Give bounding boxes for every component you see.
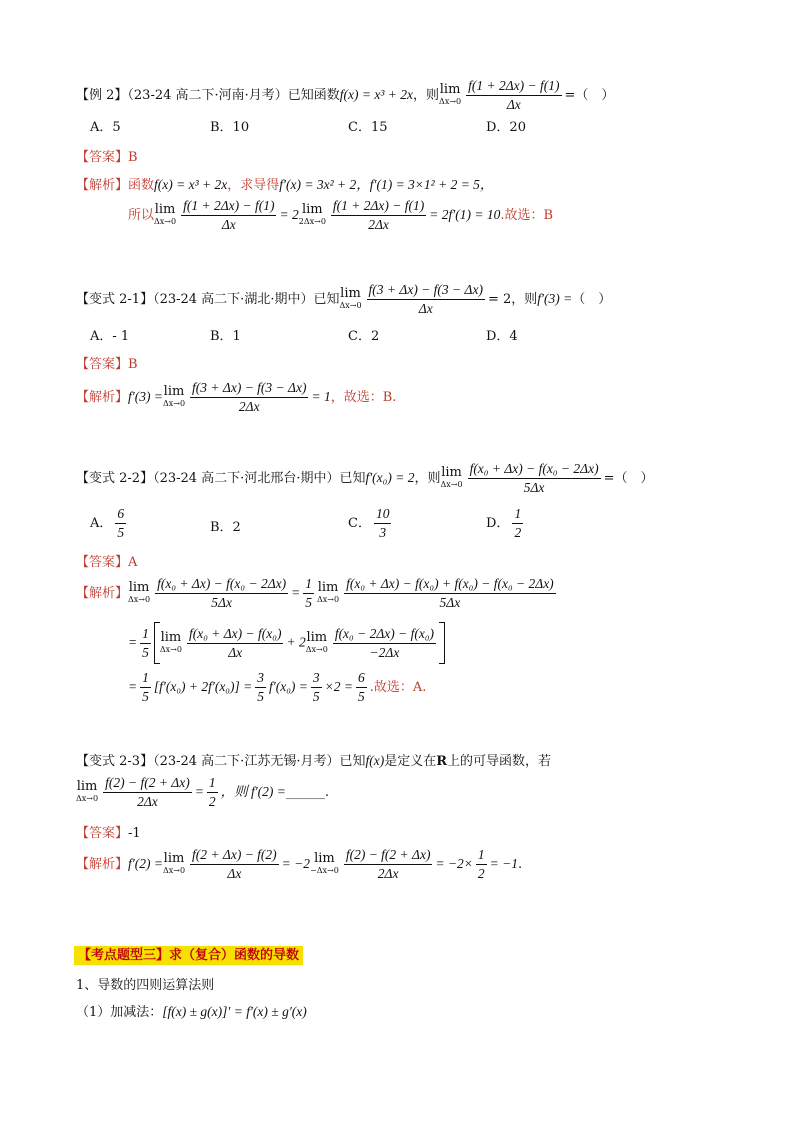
lim-subscript: Δx→0	[159, 644, 182, 654]
coefficient-fraction	[303, 576, 314, 611]
option-fraction	[115, 506, 126, 541]
option-fraction	[374, 506, 392, 541]
fraction-numerator: 6	[115, 506, 126, 524]
lim-subscript: Δx→0	[305, 644, 328, 654]
analysis-expression: = −2	[281, 856, 311, 871]
fraction-numerator: f(2) − f(2 + Δx)	[344, 847, 433, 865]
example-2-analysis-line2	[128, 198, 553, 233]
limit-operator	[310, 853, 339, 876]
option-label: A．	[90, 516, 113, 531]
variant-2-2-answer	[76, 551, 137, 570]
half-fraction	[476, 847, 487, 882]
lim-text: lim	[314, 851, 335, 866]
limit-operator	[439, 84, 461, 107]
lim-text: lim	[439, 82, 461, 97]
analysis-text: ，求导得	[227, 178, 280, 193]
lim-text: lim	[441, 465, 462, 480]
analysis-result: = −1	[489, 856, 519, 871]
option-a: A．- 1	[90, 329, 130, 344]
limit-fraction	[468, 461, 601, 496]
analysis-expression: = −2×	[435, 856, 473, 871]
lim-text: lim	[154, 202, 176, 217]
option-a	[90, 506, 129, 541]
analysis-lhs: f′(2) =	[128, 856, 163, 871]
option-b: B．1	[210, 329, 241, 344]
example-2-answer	[76, 146, 138, 165]
lim-subscript: Δx→0	[317, 595, 340, 604]
variant-2-3-stem-line1	[76, 750, 551, 769]
limit-operator	[305, 629, 328, 655]
option-c: C．15	[348, 120, 388, 135]
limit-operator	[163, 386, 185, 409]
fraction-denominator: 5	[257, 689, 264, 704]
option-a: A．5	[90, 120, 121, 135]
analysis-text: 所以	[128, 208, 155, 223]
fraction-denominator: 2Δx	[238, 399, 260, 414]
option-fraction	[512, 506, 523, 541]
lim-subscript: Δx→0	[440, 480, 463, 489]
fraction-denominator: 5	[142, 644, 149, 660]
limit-operator	[163, 853, 185, 876]
variant-source: （23-24 高二下·河北邢台·期中）已知	[153, 471, 366, 486]
half-fraction	[207, 775, 218, 810]
stem-end: （ ）	[572, 292, 612, 307]
rule-label: （1）加减法：	[76, 1005, 163, 1020]
option-d	[486, 506, 526, 541]
example-tag: 【例 2】	[76, 88, 128, 103]
variant-tag: 【变式 2-3】	[76, 754, 154, 769]
fraction-denominator: 5	[117, 525, 125, 540]
variant-tag: 【变式 2-2】	[76, 471, 154, 486]
option-label: D．	[486, 516, 510, 531]
real-numbers-symbol: R	[436, 754, 448, 769]
lim-subscript: Δx→0	[76, 794, 99, 803]
answer-value: A	[128, 555, 138, 570]
fraction-numerator: f(x₀ + Δx) − f(x₀ − 2Δx)	[468, 461, 601, 479]
section-3-item-1: 1、导数的四则运算法则	[76, 978, 215, 993]
fraction-numerator: 1	[140, 626, 151, 644]
fraction-numerator: 1	[303, 576, 314, 594]
section-3-heading	[74, 944, 303, 963]
coefficient-fraction	[255, 670, 266, 705]
fraction-denominator: 2	[477, 866, 485, 881]
analysis-label: 【解析】	[76, 390, 129, 405]
analysis-lhs: f′(3) =	[128, 389, 163, 404]
option-b: B．2	[210, 520, 241, 535]
variant-2-1-answer	[76, 353, 138, 372]
option-c	[348, 506, 394, 541]
variant-2-2-stem	[76, 461, 653, 496]
lim-text: lim	[160, 629, 182, 645]
fraction-denominator: Δx	[418, 301, 433, 316]
option-label: C．	[348, 516, 371, 531]
answer-blank: ______	[285, 785, 325, 800]
fraction-denominator: 2	[208, 794, 216, 809]
fraction-numerator: f(x₀ + Δx) − f(x₀)	[187, 626, 284, 644]
analysis-equals: = 2	[279, 207, 299, 222]
equals-sign: =	[291, 585, 301, 600]
fraction-denominator: 2Δx	[368, 217, 389, 232]
fraction-denominator: 5Δx	[523, 480, 545, 495]
variant-2-2-analysis-line3	[128, 670, 426, 705]
fraction-numerator: f(2 + Δx) − f(2)	[190, 847, 279, 865]
analysis-fraction	[333, 626, 436, 661]
period: .	[518, 857, 523, 872]
fraction-numerator: f(x₀ − 2Δx) − f(x₀)	[333, 626, 436, 644]
stem-end: =（ ）	[603, 471, 654, 486]
fraction-numerator: f(3 + Δx) − f(3 − Δx)	[367, 282, 485, 300]
lim-subscript: Δx→0	[154, 217, 177, 226]
lim-subscript: Δx→0	[162, 399, 186, 408]
coefficient-fraction	[140, 670, 151, 705]
function-symbol: f(x)	[365, 753, 385, 768]
answer-value: B	[128, 150, 138, 165]
stem-connector: = 2，则	[487, 292, 538, 307]
analysis-result: = 1	[311, 389, 331, 404]
fraction-denominator: −2Δx	[369, 644, 400, 660]
lim-text: lim	[340, 286, 361, 301]
variant-source: （23-24 高二下·江苏无锡·月考）已知	[153, 754, 366, 769]
analysis-fraction	[190, 380, 308, 415]
analysis-label: 【解析】	[76, 857, 129, 872]
coefficient-fraction	[140, 626, 151, 661]
fraction-denominator: Δx	[221, 217, 236, 232]
fraction-denominator: 5Δx	[439, 595, 461, 610]
stem-connector: ，则	[414, 471, 441, 486]
analysis-fraction	[181, 198, 276, 233]
fraction-numerator: f(1 + 2Δx) − f(1)	[331, 198, 426, 216]
analysis-fraction	[344, 576, 556, 611]
lim-subscript: 2Δx→0	[298, 217, 326, 226]
lim-subscript: Δx→0	[128, 595, 151, 604]
function-expression: f(x) = x³ + 2x	[339, 87, 414, 102]
stem-connector: ，则	[413, 88, 440, 103]
fraction-denominator: Δx	[228, 644, 243, 660]
answer-label: 【答案】	[76, 555, 129, 570]
option-d: D．4	[486, 329, 518, 344]
fraction-denominator: 3	[379, 525, 387, 540]
lim-subscript: Δx→0	[439, 97, 462, 106]
fraction-numerator: 6	[356, 670, 367, 688]
plus-coefficient: + 2	[286, 634, 306, 650]
analysis-label: 【解析】	[76, 178, 129, 193]
equals-sign: =	[128, 634, 138, 650]
variant-2-1-stem	[76, 282, 611, 317]
fraction-denominator: 5	[357, 689, 365, 704]
equals-sign: =	[194, 784, 204, 799]
lim-subscript: Δx→0	[339, 301, 362, 310]
option-c: C．2	[348, 329, 380, 344]
analysis-fraction	[155, 576, 288, 611]
fraction-denominator: 2Δx	[137, 794, 158, 809]
fraction-numerator: f(1 + 2Δx) − f(1)	[466, 78, 561, 96]
fraction-numerator: f(2) − f(2 + Δx)	[103, 775, 192, 793]
limit-fraction	[466, 78, 561, 113]
given-condition: f′(x₀) = 2	[365, 470, 415, 485]
period: .	[324, 785, 330, 800]
right-bracket	[439, 622, 445, 664]
limit-operator	[159, 629, 182, 655]
analysis-conclusion: .故选：B	[500, 208, 554, 223]
analysis-derivative: f′(x) = 3x² + 2	[279, 177, 357, 192]
limit-operator	[339, 288, 361, 311]
lim-text: lim	[301, 202, 323, 217]
lim-text: lim	[128, 580, 150, 595]
answer-label: 【答案】	[76, 826, 129, 841]
example-2-analysis-line1	[76, 173, 493, 193]
limit-operator	[299, 204, 326, 227]
fraction-numerator: f(x₀ + Δx) − f(x₀) + f(x₀) − f(x₀ − 2Δx)	[344, 576, 556, 594]
rule-formula: [f(x) ± g(x)]′ = f′(x) ± g′(x)	[162, 1004, 307, 1019]
analysis-fraction	[331, 198, 426, 233]
analysis-expression: ×2 =	[324, 679, 353, 694]
variant-2-2-analysis-line2	[128, 622, 445, 664]
section-heading-highlight: 【考点题型三】求（复合）函数的导数	[74, 946, 303, 965]
equals-sign: =	[128, 679, 138, 694]
fraction-numerator: 1	[140, 670, 151, 688]
stem-connector: 上的可导函数，若	[447, 754, 552, 769]
example-2-stem	[76, 78, 614, 113]
limit-operator	[317, 582, 339, 605]
fraction-numerator: 1	[512, 506, 523, 524]
analysis-fraction	[187, 626, 284, 661]
question-target: ，则 f′(2) =	[220, 784, 286, 799]
answer-label: 【答案】	[76, 357, 129, 372]
fraction-denominator: 5Δx	[211, 595, 232, 610]
variant-source: （23-24 高二下·湖北·期中）已知	[153, 292, 340, 307]
fraction-numerator: 1	[207, 775, 218, 793]
fraction-denominator: 5	[142, 689, 149, 704]
limit-fraction	[103, 775, 192, 810]
variant-tag: 【变式 2-1】	[76, 292, 154, 307]
limit-operator	[128, 582, 150, 605]
lim-text: lim	[306, 629, 328, 645]
lim-text: lim	[163, 851, 185, 866]
limit-fraction	[367, 282, 485, 317]
analysis-fraction	[344, 847, 433, 882]
option-d: D．20	[486, 120, 526, 135]
example-source: （23-24 高二下·河南·月考）已知函数	[127, 88, 340, 103]
lim-text: lim	[76, 779, 98, 794]
fraction-denominator: 5	[312, 689, 320, 704]
variant-2-3-stem-line2	[76, 775, 329, 810]
analysis-function: f(x) = x³ + 2x	[154, 177, 228, 192]
lim-subscript: −Δx→0	[310, 866, 339, 875]
variant-2-2-analysis-line1	[76, 576, 559, 611]
variant-2-1-analysis	[76, 380, 396, 415]
analysis-result: = 2f′(1) = 10	[429, 207, 501, 222]
coefficient-fraction	[311, 670, 322, 705]
fraction-numerator: 3	[255, 670, 266, 688]
fraction-numerator: 10	[374, 506, 392, 524]
analysis-expression: f′(x₀) =	[269, 679, 308, 694]
variant-2-3-answer	[76, 822, 141, 841]
fraction-numerator: f(x₀ + Δx) − f(x₀ − 2Δx)	[155, 576, 288, 594]
variant-2-3-analysis	[76, 847, 522, 882]
stem-end: =（ ）	[564, 88, 615, 103]
lim-text: lim	[317, 580, 339, 595]
fraction-numerator: f(3 + Δx) − f(3 − Δx)	[190, 380, 308, 398]
answer-label: 【答案】	[76, 150, 129, 165]
analysis-text: 函数	[128, 178, 155, 193]
stem-connector: 是定义在	[384, 754, 437, 769]
analysis-expression: [f′(x₀) + 2f′(x₀)] =	[153, 679, 253, 694]
analysis-value: ，f′(1) = 3×1² + 2 = 5，	[356, 177, 494, 192]
fraction-denominator: Δx	[227, 866, 242, 881]
analysis-conclusion: ，故选：B.	[330, 390, 397, 405]
option-b: B．10	[210, 120, 250, 135]
result-fraction	[356, 670, 367, 705]
section-3-item-1-1	[76, 1001, 307, 1020]
limit-operator	[76, 781, 98, 804]
analysis-conclusion: .故选：A.	[369, 680, 427, 695]
analysis-label: 【解析】	[76, 586, 129, 601]
fraction-denominator: 2	[514, 525, 522, 540]
fraction-denominator: 2Δx	[377, 866, 399, 881]
limit-operator	[440, 467, 462, 490]
analysis-fraction	[190, 847, 279, 882]
question-target: f′(3) =	[537, 291, 573, 306]
limit-operator	[154, 204, 176, 227]
fraction-numerator: 3	[311, 670, 322, 688]
fraction-denominator: Δx	[506, 97, 521, 112]
fraction-denominator: 5	[305, 595, 312, 610]
answer-value: B	[128, 357, 138, 372]
fraction-numerator: f(1 + 2Δx) − f(1)	[181, 198, 276, 216]
lim-text: lim	[163, 384, 185, 399]
lim-subscript: Δx→0	[162, 866, 186, 875]
fraction-numerator: 1	[476, 847, 487, 865]
answer-value: -1	[128, 826, 141, 841]
